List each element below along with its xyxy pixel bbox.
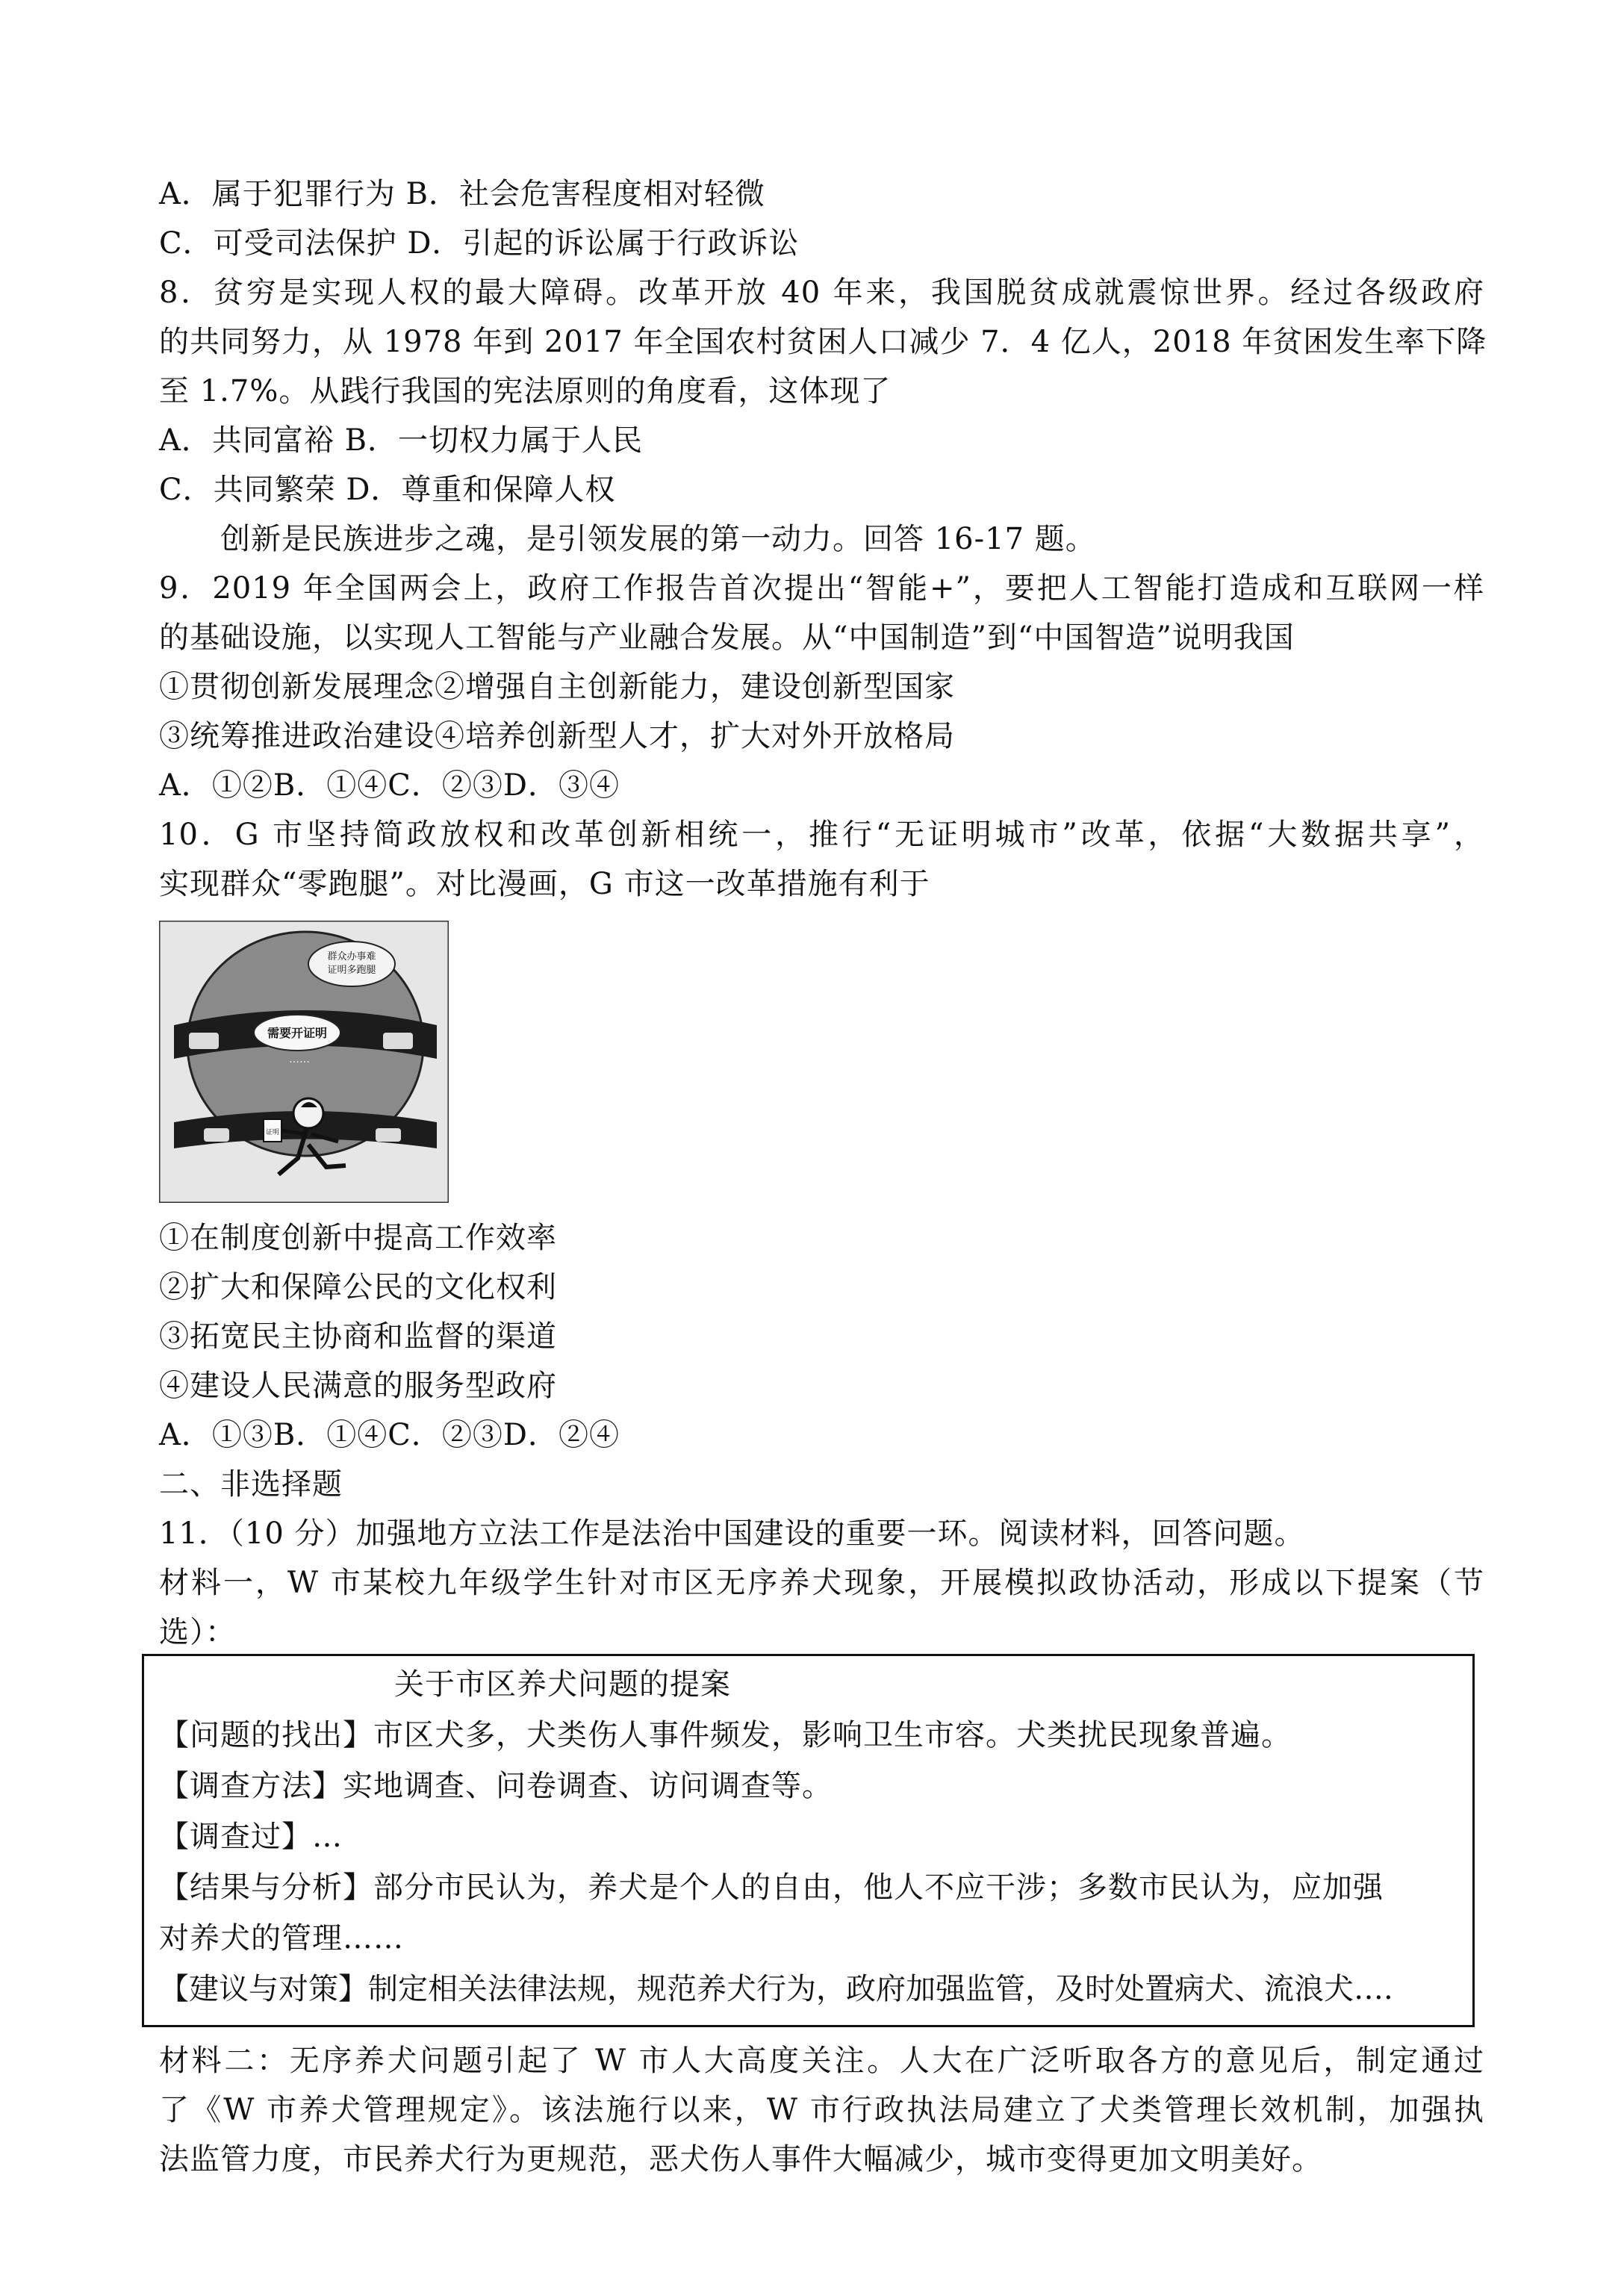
q8-options-cd: C．共同繁荣 D．尊重和保障人权 bbox=[159, 473, 616, 507]
q8-line-1: 8．贫穷是实现人权的最大障碍。改革开放 40 年来，我国脱贫成就震惊世界。经过各级政府 bbox=[159, 276, 1484, 310]
q10-line-2: 实现群众“零跑腿”。对比漫画，G 市这一改革措施有利于 bbox=[159, 867, 930, 901]
q8-line-3: 至 1.7%。从践行我国的宪法原则的角度看，这体现了 bbox=[159, 374, 892, 408]
material-2-line-3: 法监管力度，市民养犬行为更规范，恶犬伤人事件大幅减少，城市变得更加文明美好。 bbox=[159, 2142, 1322, 2177]
q8-options-ab: A．共同富裕 B．一切权力属于人民 bbox=[159, 423, 643, 458]
proposal-row-method: 【调查方法】实地调查、问卷调查、访问调查等。 bbox=[159, 1769, 833, 1803]
proposal-title: 关于市区养犬问题的提案 bbox=[394, 1667, 731, 1702]
q9-answers: A．①②B．①④C．②③D．③④ bbox=[159, 768, 620, 803]
cartoon-bubble-top-2: 证明多跑腿 bbox=[327, 965, 376, 976]
q10-option-3: ③拓宽民主协商和监督的渠道 bbox=[159, 1319, 557, 1354]
proposal-row-result-1: 【结果与分析】部分市民认为，养犬是个人的自由，他人不应干涉；多数市民认为，应加强 bbox=[159, 1870, 1384, 1905]
material-2-line-2: 了《W 市养犬管理规定》。该法施行以来，W 市行政执法局建立了犬类管理长效机制，加强执 bbox=[159, 2093, 1484, 2127]
q10-option-2: ②扩大和保障公民的文化权利 bbox=[159, 1270, 557, 1304]
q10-option-1: ①在制度创新中提高工作效率 bbox=[159, 1221, 557, 1255]
cartoon-dots: …… bbox=[289, 1054, 310, 1065]
cartoon-drawing bbox=[159, 921, 449, 1203]
q11-line-1: 11．（10 分）加强地方立法工作是法治中国建设的重要一环。阅读材料，回答问题。 bbox=[159, 1516, 1305, 1551]
proposal-row-problem: 【问题的找出】市区犬多，犬类伤人事件频发，影响卫生市容。犬类扰民现象普遍。 bbox=[159, 1718, 1292, 1752]
proposal-row-process: 【调查过】… bbox=[159, 1820, 343, 1854]
proposal-box bbox=[142, 1654, 1475, 2027]
q9-line-2: 的基础设施，以实现人工智能与产业融合发展。从“中国制造”到“中国智造”说明我国 bbox=[159, 620, 1295, 655]
q9-line-1: 9．2019 年全国两会上，政府工作报告首次提出“智能+”，要把人工智能打造成和互联网一样 bbox=[159, 571, 1484, 606]
cartoon-bubble-mid: 需要开证明 bbox=[267, 1026, 328, 1040]
q9-options-34: ③统筹推进政治建设④培养创新型人才，扩大对外开放格局 bbox=[159, 719, 955, 753]
material-1-line-2: 选）： bbox=[159, 1615, 236, 1649]
q10-answers: A．①③B．①④C．②③D．②④ bbox=[159, 1418, 620, 1452]
q7-options-cd: C．可受司法保护 D．引起的诉讼属于行政诉讼 bbox=[159, 226, 800, 261]
cartoon-image bbox=[159, 921, 449, 1203]
cartoon-bubble-top-1: 群众办事难 bbox=[327, 951, 376, 962]
material-1-line-1: 材料一，W 市某校九年级学生针对市区无序养犬现象，开展模拟政协活动，形成以下提案（节 bbox=[159, 1566, 1484, 1600]
proposal-row-suggestion: 【建议与对策】制定相关法律法规，规范养犬行为，政府加强监管，及时处置病犬、流浪犬…. bbox=[159, 1972, 1393, 2006]
cartoon-paper: 证明 bbox=[265, 1129, 280, 1136]
q10-option-4: ④建设人民满意的服务型政府 bbox=[159, 1369, 557, 1403]
material-2-line-1: 材料二：无序养犬问题引起了 W 市人大高度关注。人大在广泛听取各方的意见后，制定通过 bbox=[159, 2044, 1484, 2078]
q7-options-ab: A．属于犯罪行为 B．社会危害程度相对轻微 bbox=[159, 177, 765, 211]
q8-line-2: 的共同努力，从 1978 年到 2017 年全国农村贫困人口减少 7．4 亿人，2018 年贫困发生率下降 bbox=[159, 325, 1487, 359]
proposal-row-result-2: 对养犬的管理…… bbox=[159, 1921, 404, 1956]
section-2-heading: 二、非选择题 bbox=[159, 1467, 343, 1502]
section-intro: 创新是民族进步之魂，是引领发展的第一动力。回答 16-17 题。 bbox=[220, 522, 1096, 556]
q9-options-12: ①贯彻创新发展理念②增强自主创新能力，建设创新型国家 bbox=[159, 670, 955, 704]
q10-line-1: 10．G 市坚持简政放权和改革创新相统一，推行“无证明城市”改革，依据“大数据共享”， bbox=[159, 818, 1484, 852]
